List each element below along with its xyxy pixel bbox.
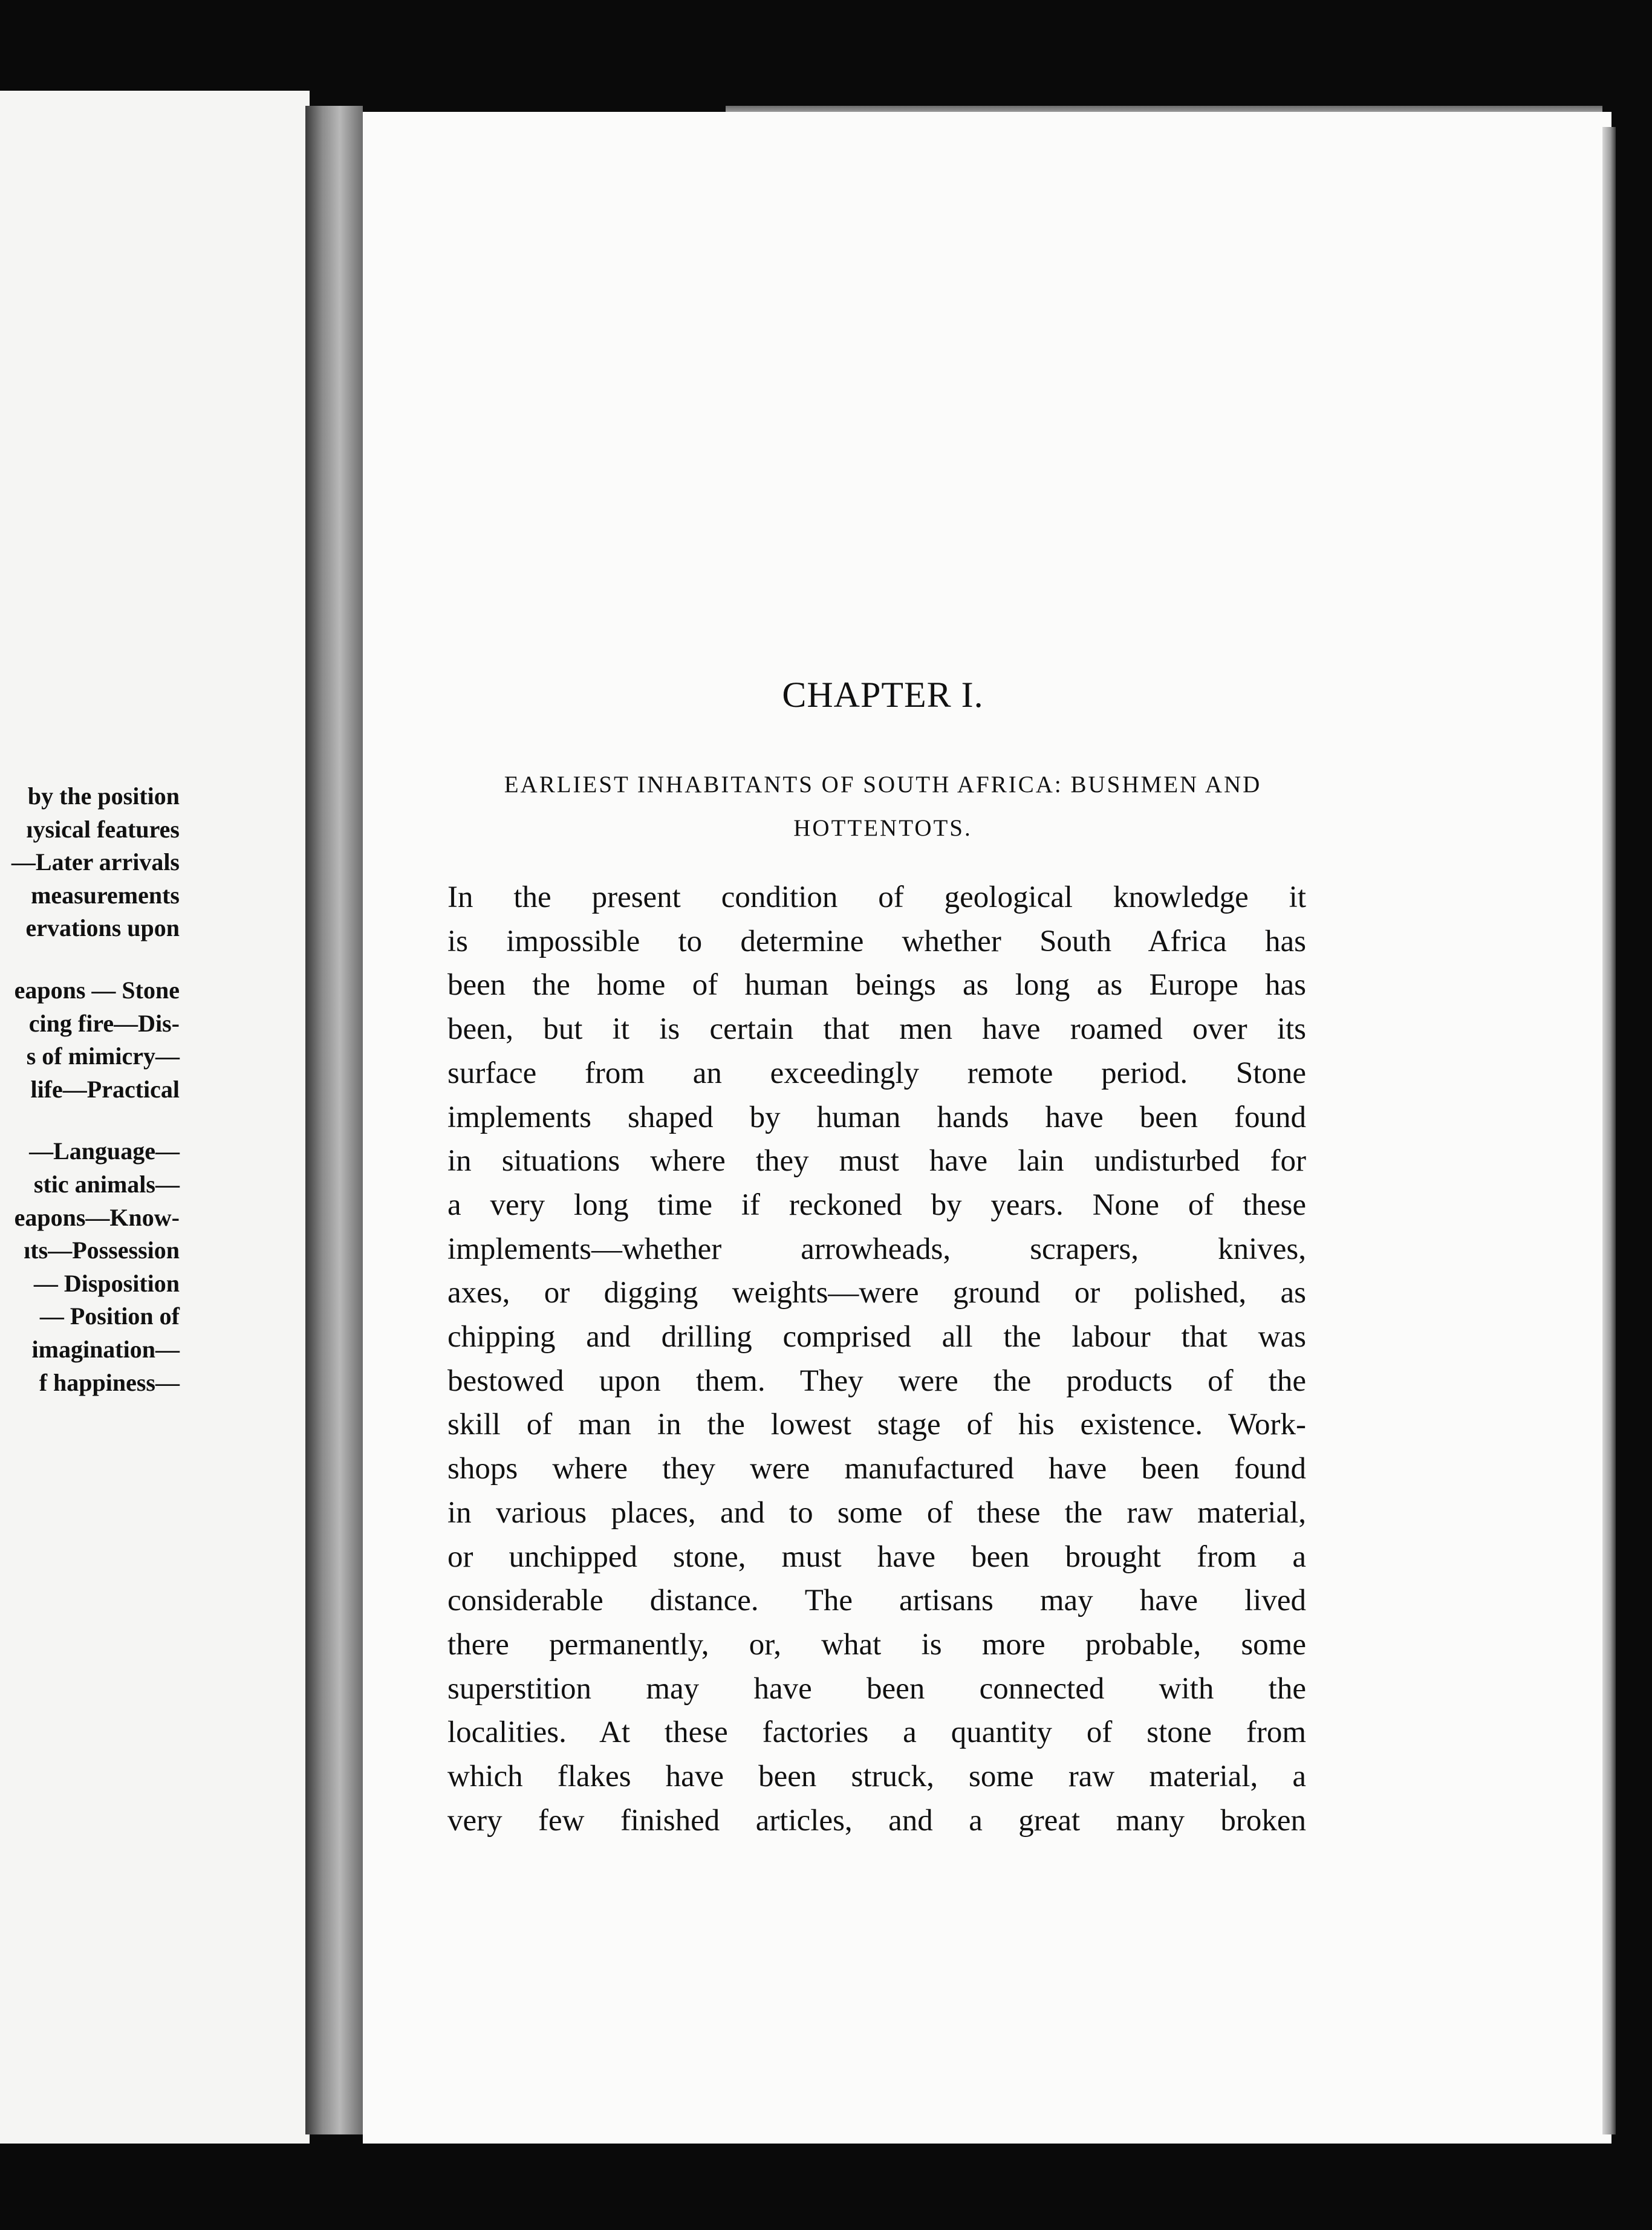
body-line: localities. At these factories a quantity of stone from [447, 1715, 1306, 1750]
summary-line: f happiness— [39, 1368, 180, 1396]
summary-line: ıts—Possession [24, 1237, 180, 1264]
body-text [447, 876, 1306, 1842]
book-gutter [305, 106, 363, 2134]
summary-paragraph [0, 1135, 180, 1399]
summary-line: measurements [31, 881, 180, 909]
chapter-subtitle [447, 763, 1318, 850]
chapter-summary-fragment [0, 780, 180, 1428]
summary-line: stic animals— [33, 1170, 180, 1198]
body-line: In the present condition of geological knowledge it [447, 880, 1306, 914]
body-line: skill of man in the lowest stage of his existence. Work- [447, 1408, 1306, 1442]
summary-line: life—Practical [30, 1075, 180, 1103]
body-line: which flakes have been struck, some raw material, a [447, 1760, 1306, 1794]
chapter-title: CHAPTER I. [782, 675, 984, 715]
summary-line: cing fire—Dis- [28, 1009, 180, 1037]
summary-paragraph [0, 974, 180, 1106]
subtitle-line: EARLIEST INHABITANTS OF SOUTH AFRICA: BUSHMEN AND [504, 772, 1262, 798]
body-line: implements—whether arrowheads, scrapers, knives, [447, 1232, 1306, 1266]
body-line: been, but it is certain that men have roamed over its [447, 1012, 1306, 1047]
summary-line: ervations upon [25, 914, 180, 942]
summary-line: by the position [27, 782, 180, 810]
body-line: in situations where they must have lain undisturbed for [447, 1144, 1306, 1178]
summary-line: — Disposition [33, 1269, 180, 1297]
body-line: surface from an exceedingly remote period. Stone [447, 1056, 1306, 1090]
body-line: bestowed upon them. They were the products of the [447, 1364, 1306, 1398]
summary-line: eapons—Know- [14, 1203, 180, 1231]
body-line: implements shaped by human hands have been found [447, 1100, 1306, 1134]
body-line: very few finished articles, and a great many broken [447, 1803, 1306, 1838]
summary-line: —Language— [29, 1137, 180, 1165]
body-line: axes, or digging weights—were ground or polished, as [447, 1276, 1306, 1310]
subtitle-line: HOTTENTOTS. [793, 815, 972, 841]
summary-line: s of mimicry— [26, 1042, 180, 1070]
body-line: in various places, and to some of these the raw material, [447, 1495, 1306, 1530]
body-line: or unchipped stone, must have been brought from a [447, 1539, 1306, 1574]
body-line: chipping and drilling comprised all the labour that was [447, 1320, 1306, 1354]
summary-line: eapons — Stone [14, 976, 180, 1004]
body-line: been the home of human beings as long as Europe has [447, 968, 1306, 1003]
body-line: shops where they were manufactured have been found [447, 1452, 1306, 1486]
body-line: a very long time if reckoned by years. None of these [447, 1188, 1306, 1222]
summary-paragraph [0, 780, 180, 945]
summary-line: —Later arrivals [11, 848, 180, 876]
summary-line: ıysical features [26, 815, 180, 843]
body-line: is impossible to determine whether South Africa has [447, 924, 1306, 958]
left-page [0, 91, 310, 2144]
body-line: considerable distance. The artisans may have lived [447, 1584, 1306, 1618]
body-line: there permanently, or, what is more probable, some [447, 1627, 1306, 1662]
page-fore-edge [1602, 127, 1616, 2134]
body-line: superstition may have been connected with the [447, 1671, 1306, 1706]
summary-line: — Position of [39, 1302, 180, 1330]
summary-line: imagination— [31, 1335, 180, 1363]
